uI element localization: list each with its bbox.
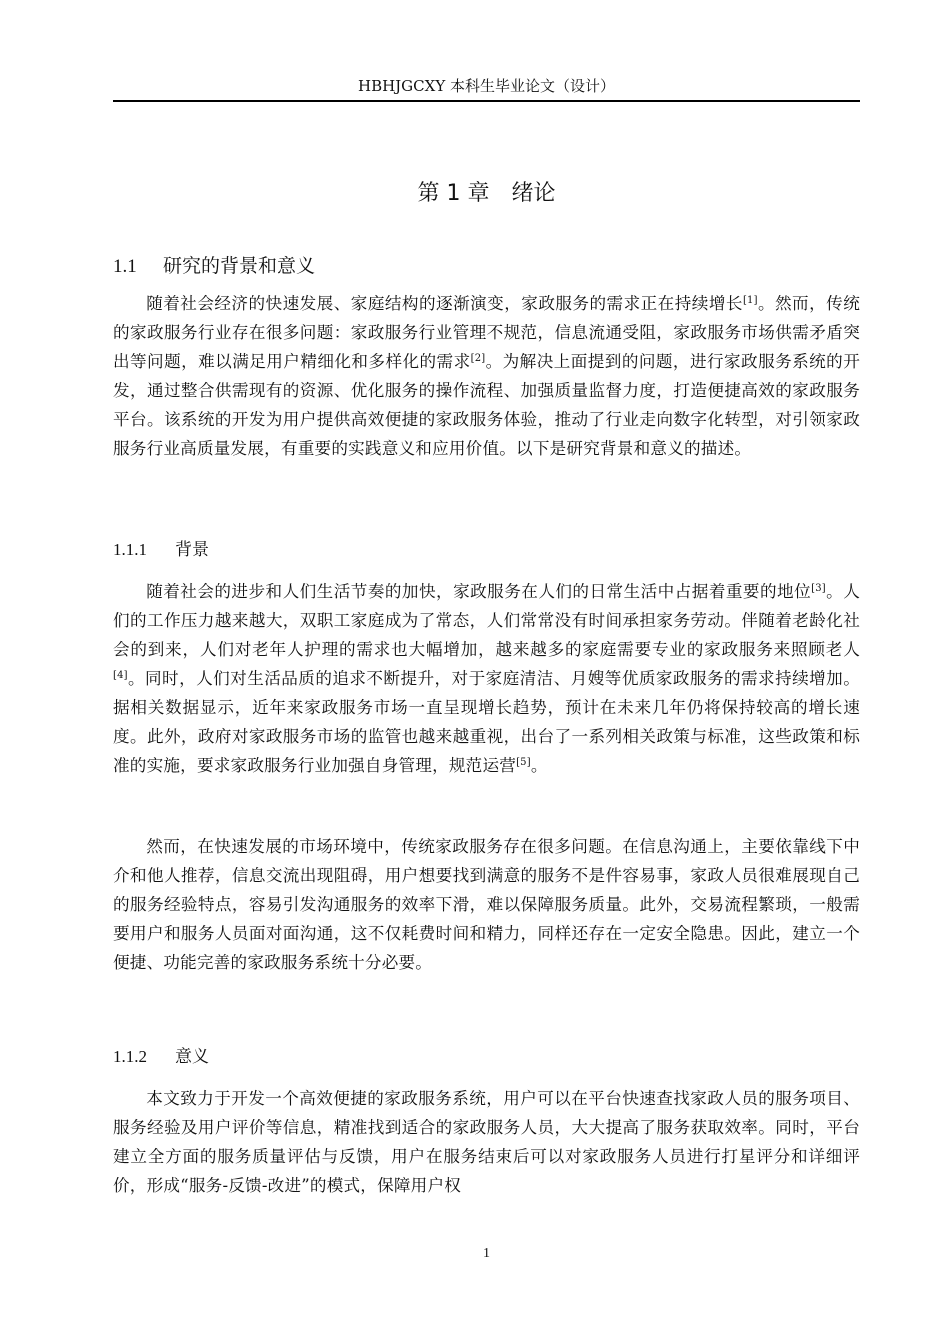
significance-paragraph: 本文致力于开发一个高效便捷的家政服务系统，用户可以在平台快速查找家政人员的服务项目、服务经验及用户评价等信息，精准找到适合的家政服务人员，大大提高了服务获取效率。同时，平台建立全方面的服务质量评估与反馈，用户在服务结束后可以对家政服务人员进行打星评分和详细评价，形成“服务-反馈-改进”的模式，保障用户权	[113, 1089, 860, 1195]
citation-ref: [4]	[113, 670, 128, 681]
chapter-title	[113, 178, 860, 210]
citation-ref: [3]	[811, 583, 826, 594]
paragraph-text: 。	[530, 756, 548, 775]
background-significance-paragraph	[113, 289, 860, 463]
paragraph-text: 。然而，传统的家政服务行业存在很多问题：家政服务行业管理不规范，信息流通受阻，家政服务市场供需矛盾突出等问题，难以满足用户精细化和多样化的需求	[113, 294, 861, 371]
section-title: 意义	[175, 1047, 209, 1067]
chapter-name: 绪论	[511, 181, 556, 206]
paragraph-text: 随着社会的进步和人们生活节奏的加快，家政服务在人们的日常生活中占据着重要的地位	[146, 582, 812, 601]
section-title: 背景	[175, 540, 209, 560]
citation-ref: [5]	[516, 757, 531, 768]
chapter-number: 第 1 章	[417, 181, 490, 206]
page-number: 1	[483, 1246, 490, 1261]
paragraph-text: 。同时，人们对生活品质的追求不断提升，对于家庭清洁、月嫂等优质家政服务的需求持续增加。据相关数据显示，近年来家政服务市场一直呈现增长趋势，预计在未来几年仍将保持较高的增长速度。此外，政府对家政服务市场的监管也越来越重视，出台了一系列相关政策与标准，这些政策和标准的实施，要求家政服务行业加强自身管理，规范运营	[113, 669, 860, 775]
paragraph-text: 随着社会经济的快速发展、家庭结构的逐渐演变，家政服务的需求正在持续增长	[146, 294, 743, 313]
background-paragraph-1	[113, 577, 860, 780]
section-heading-1-1	[113, 252, 315, 281]
paragraph-text: 。为解决上面提到的问题，进行家政服务系统的开发，通过整合供需现有的资源、优化服务的操作流程、加强质量监督力度，打造便捷高效的家政服务平台。该系统的开发为用户提供高效便捷的家政服务体验，推动了行业走向数字化转型，对引领家政服务行业高质量发展，有重要的实践意义和应用价值。以下是研究背景和意义的描述。	[113, 352, 861, 458]
section-number: 1.1.1	[113, 540, 147, 559]
page-header: HBHJGCXY 本科生毕业论文（设计）	[357, 77, 615, 95]
header-rule	[113, 100, 860, 102]
section-number: 1.1.2	[113, 1047, 147, 1066]
section-number: 1.1	[113, 256, 137, 277]
section-heading-1-1-2	[113, 1044, 209, 1070]
section-heading-1-1-1	[113, 537, 209, 563]
paragraph-text: 。人们的工作压力越来越大，双职工家庭成为了常态，人们常常没有时间承担家务劳动。伴随着老龄化社会的到来，人们对老年人护理的需求也大幅增加，越来越多的家庭需要专业的家政服务来照顾老人	[113, 582, 860, 659]
citation-ref: [2]	[470, 353, 486, 364]
background-paragraph-2: 然而，在快速发展的市场环境中，传统家政服务存在很多问题。在信息沟通上，主要依靠线下中介和他人推荐，信息交流出现阻碍，用户想要找到满意的服务不是件容易事，家政人员很难展现自己的服务经验特点，容易引发沟通服务的效率下滑，难以保障服务质量。此外，交易流程繁琐，一般需要用户和服务人员面对面沟通，这不仅耗费时间和精力，同样还存在一定安全隐患。因此，建立一个便捷、功能完善的家政服务系统十分必要。	[113, 837, 860, 972]
citation-ref: [1]	[742, 295, 758, 306]
section-title: 研究的背景和意义	[163, 255, 316, 277]
